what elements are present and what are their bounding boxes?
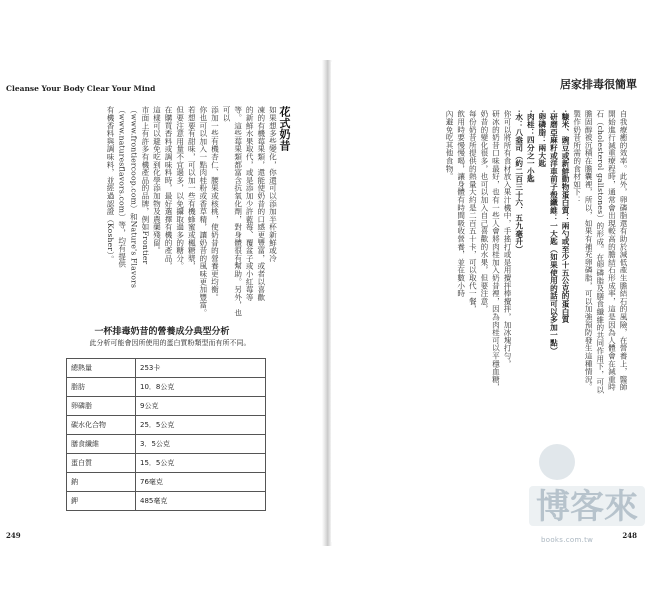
table-row <box>67 397 266 416</box>
table-row <box>67 416 266 435</box>
amount-cell: 25．5公克 <box>136 416 266 435</box>
left-col-8: 在購買香料或調味料時，最好選擇有機的產品， <box>164 106 174 270</box>
left-col-6: 若想要有甜味，可以加一些有機蜂蜜或楓糖漿， <box>187 106 197 270</box>
table-title: 一杯排毒奶昔的營養成分典型分析 <box>94 327 230 337</box>
table-note: 此分析可能會因所使用的蛋白質粉類型而有所不同。 <box>89 339 251 347</box>
left-running-head: Cleanse Your Body Clear Your Mind <box>6 84 156 93</box>
watermark-logo-text: 博客來 <box>536 487 638 527</box>
right-body-text <box>359 110 629 440</box>
nutrient-cell: 脂肪 <box>67 378 136 397</box>
table-row <box>67 435 266 454</box>
table-row <box>67 492 266 511</box>
left-col-7: 但要注意用量不宜過多，以免攝取過多的糖分。 <box>175 106 185 270</box>
right-col-14: 研冰的奶昔口味最好，也有一些人會將肉桂加入奶昔裡，因為肉桂可以平穩血糖， <box>491 110 501 391</box>
left-body-text <box>40 106 290 321</box>
left-col-9: 這樣可以避免吃到化學添加物及農藥殘留。 <box>152 106 162 255</box>
amount-cell: 485毫克 <box>136 492 266 511</box>
right-col-15: 奶昔的變化很多，也可以加入自己喜歡的水果，但要注意， <box>479 110 489 313</box>
right-page-number: 248 <box>622 531 637 540</box>
right-col-0: 自我療癒的效率。此外，卵磷脂還有助於減低產生膽結石的風險，在營養上，醫師 <box>619 110 628 391</box>
left-col-11: （www.frontiercoop.com）和Nature's Flavors <box>129 106 139 289</box>
table-row <box>67 454 266 473</box>
nutrient-cell: 總熱量 <box>67 359 136 378</box>
right-col-13: 你可以將所有食材放入果汁機中，手搖打或是用攪拌棒攪拌，加冰塊打勻， <box>503 110 513 368</box>
left-col-3: 等。這些莓果類都富含抗氧化劑，對身體很有幫助。另外，也可以 <box>222 106 243 317</box>
amount-cell: 9公克 <box>136 397 266 416</box>
watermark <box>527 442 647 552</box>
right-col-17: 飲用時要慢慢喝，讓身體有時間吸收營養，並在數小時 <box>456 110 466 298</box>
amount-cell: 10．8公克 <box>136 378 266 397</box>
ingredient-water: ‧水：八盎司（約二百三十六．五九毫升） <box>514 110 524 254</box>
nutrient-cell: 卵磷脂 <box>67 397 136 416</box>
right-col-5: 製作奶昔所需的食材如下： <box>572 110 582 204</box>
nutrient-cell: 膳食纖維 <box>67 435 136 454</box>
table-row <box>67 378 266 397</box>
left-col-10: 市面上有許多有機產品的品牌，例如Frontier <box>140 106 150 265</box>
nutrition-table <box>66 358 266 511</box>
right-col-1: 開始進行減重療程時，通常會出現較高的膽結石形成率，這是因為人體會在減重時 <box>607 110 617 391</box>
section-title: 花式奶昔 <box>278 106 291 151</box>
nutrient-cell: 蛋白質 <box>67 454 136 473</box>
left-col-13: 有機香料與調味料，並經過認證（Kosher）。 <box>106 106 116 263</box>
left-col-1: 凍的有機莓果類，還能使奶昔的口感更豐富，或者以喜歡 <box>256 106 266 301</box>
right-running-head: 居家排毒很簡單 <box>560 78 637 91</box>
amount-cell: 253卡 <box>136 359 266 378</box>
left-col-2: 的新鮮水果取代，或是添加少許藍莓、覆盆子或小紅莓等 <box>245 106 255 301</box>
right-col-18: 內避免吃其他食物。 <box>445 110 455 181</box>
ingredient-fiber: ‧研磨亞麻籽或洋車前子殼纖維：一大匙（如果使用的話可以多加一點） <box>549 110 559 355</box>
left-page <box>0 62 324 542</box>
right-col-3: 膽固醇被沉積在膽囊裡，所以，如果有補充卵磷脂，可以加強預防發生這種情況。 <box>584 110 594 391</box>
nutrient-cell: 碳水化合物 <box>67 416 136 435</box>
ingredient-cinnamon: ‧肉桂：四分之一小匙 <box>526 110 536 183</box>
amount-cell: 15．5公克 <box>136 454 266 473</box>
left-page-number: 249 <box>6 531 21 540</box>
right-col-2: 石（cholesterol gallstones）的形成。在卵磷脂及膳食纖維的共同作用下，可以 <box>595 110 605 394</box>
ingredient-lecithin: ‧卵磷脂：兩大匙 <box>537 110 547 168</box>
amount-cell: 76毫克 <box>136 473 266 492</box>
left-col-0: 如果想多些變化，你還可以添加半杯新鮮或冷 <box>268 106 278 262</box>
watermark-site: books.com.tw <box>541 536 594 544</box>
amount-cell: 3．5公克 <box>136 435 266 454</box>
nutrient-cell: 鈉 <box>67 473 136 492</box>
left-col-12: （www.naturesflavors.com）等，均有提供 <box>117 106 127 268</box>
left-col-5: 你也可以加入一點肉桂粉或香草精，讓奶昔的風味更加豐富。 <box>198 106 208 317</box>
table-row <box>67 359 266 378</box>
watermark-logo-icon <box>527 442 647 534</box>
ingredient-protein: ‧糠米、豌豆或新鮮動物蛋白質：兩勺或至少十五公克的蛋白質 <box>561 110 571 324</box>
nutrient-cell: 鉀 <box>67 492 136 511</box>
right-col-16: 每份奶昔所提供的熱量大約是二百五十卡，可以取代一餐， <box>468 110 478 313</box>
left-col-4: 添加一些有機杏仁、腰果或核桃，使奶昔的營養更均衡。 <box>210 106 220 301</box>
table-row <box>67 473 266 492</box>
